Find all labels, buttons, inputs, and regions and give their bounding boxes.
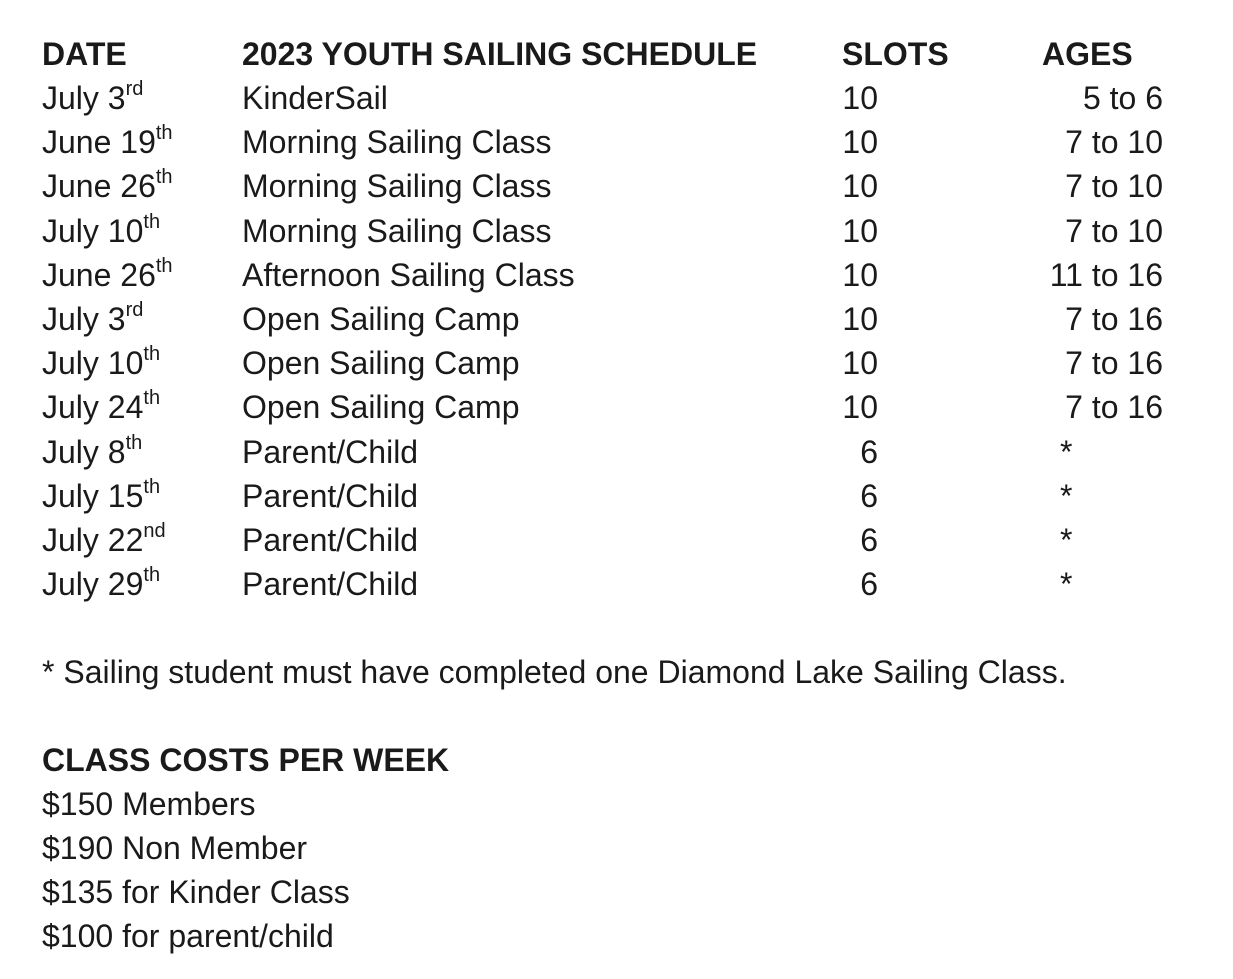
row-date bbox=[42, 430, 142, 474]
header-schedule-title: 2023 YOUTH SAILING SCHEDULE bbox=[242, 36, 758, 72]
table-row bbox=[0, 209, 1233, 253]
header-ages: AGES bbox=[1042, 36, 1133, 72]
cost-line-parent-child: $100 for parent/child bbox=[42, 918, 334, 954]
row-date-day: 26 bbox=[120, 168, 156, 204]
row-class: Afternoon Sailing Class bbox=[242, 257, 575, 293]
row-date-suffix: th bbox=[143, 564, 161, 587]
row-date-day: 10 bbox=[107, 213, 144, 249]
row-ages: 7 to 10 bbox=[1065, 124, 1163, 160]
row-ages: 7 to 16 bbox=[1065, 301, 1163, 337]
row-date-suffix: th bbox=[143, 343, 161, 366]
row-date-month: July bbox=[42, 389, 99, 425]
row-date bbox=[42, 209, 160, 253]
row-date-month: July bbox=[42, 478, 99, 514]
row-date-month: June bbox=[42, 257, 112, 293]
row-class: Parent/Child bbox=[242, 566, 419, 602]
row-slots: 6 bbox=[860, 478, 878, 514]
row-date-month: July bbox=[42, 434, 99, 470]
row-class: Morning Sailing Class bbox=[242, 124, 552, 160]
row-date-day: 24 bbox=[107, 389, 144, 425]
table-row bbox=[0, 341, 1233, 385]
row-date-suffix: th bbox=[155, 166, 173, 189]
row-ages: * bbox=[1060, 478, 1073, 514]
row-class: Morning Sailing Class bbox=[242, 168, 552, 204]
row-ages: 7 to 10 bbox=[1065, 213, 1163, 249]
row-ages: 7 to 16 bbox=[1065, 389, 1163, 425]
row-date-month: June bbox=[42, 168, 112, 204]
table-row bbox=[0, 518, 1233, 562]
row-class: KinderSail bbox=[242, 80, 388, 116]
row-date-day: 22 bbox=[107, 522, 144, 558]
row-date-suffix: th bbox=[143, 476, 161, 499]
table-row bbox=[0, 164, 1233, 208]
row-date-day: 15 bbox=[107, 478, 144, 514]
row-date bbox=[42, 76, 143, 120]
row-date-suffix: rd bbox=[125, 299, 144, 322]
row-slots: 6 bbox=[860, 566, 878, 602]
row-date-suffix: th bbox=[125, 432, 143, 455]
row-class: Open Sailing Camp bbox=[242, 389, 520, 425]
row-slots: 10 bbox=[842, 389, 878, 425]
row-ages: 5 to 6 bbox=[1082, 80, 1163, 116]
header-date: DATE bbox=[42, 36, 127, 72]
row-date bbox=[42, 518, 166, 562]
row-date-month: July bbox=[42, 522, 99, 558]
row-date bbox=[42, 120, 173, 164]
row-class: Open Sailing Camp bbox=[242, 301, 520, 337]
cost-line-non-member: $190 Non Member bbox=[42, 830, 308, 866]
row-slots: 10 bbox=[842, 124, 878, 160]
footnote: * Sailing student must have completed one Diamond Lake Sailing Class. bbox=[42, 654, 1067, 690]
row-date-month: July bbox=[42, 566, 99, 602]
row-date-suffix: th bbox=[143, 211, 161, 234]
row-slots: 10 bbox=[842, 345, 878, 381]
row-class: Open Sailing Camp bbox=[242, 345, 520, 381]
row-slots: 6 bbox=[860, 434, 878, 470]
row-date-day: 19 bbox=[120, 124, 156, 160]
table-row bbox=[0, 76, 1233, 120]
row-date-suffix: th bbox=[155, 122, 173, 145]
row-class: Parent/Child bbox=[242, 522, 419, 558]
row-class: Parent/Child bbox=[242, 434, 419, 470]
row-date-day: 3 bbox=[107, 80, 126, 116]
row-date-suffix: th bbox=[155, 255, 173, 278]
row-slots: 10 bbox=[842, 168, 878, 204]
row-slots: 10 bbox=[842, 213, 878, 249]
row-slots: 10 bbox=[842, 80, 878, 116]
row-slots: 10 bbox=[842, 301, 878, 337]
row-date-day: 10 bbox=[107, 345, 144, 381]
row-date bbox=[42, 164, 173, 208]
table-row bbox=[0, 385, 1233, 429]
row-date bbox=[42, 562, 160, 606]
row-date-day: 29 bbox=[107, 566, 144, 602]
row-ages: 11 to 16 bbox=[1049, 257, 1163, 293]
row-class: Morning Sailing Class bbox=[242, 213, 552, 249]
row-date bbox=[42, 385, 160, 429]
row-date-month: July bbox=[42, 345, 99, 381]
table-row bbox=[0, 430, 1233, 474]
row-ages: 7 to 10 bbox=[1065, 168, 1163, 204]
row-date-month: June bbox=[42, 124, 112, 160]
row-date-month: July bbox=[42, 301, 99, 337]
row-ages: * bbox=[1060, 522, 1073, 558]
cost-line-kinder: $135 for Kinder Class bbox=[42, 874, 350, 910]
header-slots: SLOTS bbox=[842, 36, 949, 72]
row-date-suffix: nd bbox=[143, 520, 166, 543]
row-slots: 10 bbox=[842, 257, 878, 293]
row-slots: 6 bbox=[860, 522, 878, 558]
row-date-month: July bbox=[42, 213, 99, 249]
row-date-suffix: th bbox=[143, 387, 161, 410]
row-date bbox=[42, 474, 160, 518]
row-date bbox=[42, 341, 160, 385]
table-row bbox=[0, 474, 1233, 518]
row-class: Parent/Child bbox=[242, 478, 419, 514]
row-ages: 7 to 16 bbox=[1065, 345, 1163, 381]
table-row bbox=[0, 253, 1233, 297]
row-date-suffix: rd bbox=[125, 78, 144, 101]
row-ages: * bbox=[1060, 434, 1073, 470]
row-date-month: July bbox=[42, 80, 99, 116]
costs-title: CLASS COSTS PER WEEK bbox=[42, 742, 450, 778]
row-date-day: 8 bbox=[107, 434, 126, 470]
row-date-day: 26 bbox=[120, 257, 156, 293]
row-date bbox=[42, 297, 143, 341]
row-ages: * bbox=[1060, 566, 1073, 602]
table-row bbox=[0, 120, 1233, 164]
table-row bbox=[0, 297, 1233, 341]
row-date bbox=[42, 253, 173, 297]
row-date-day: 3 bbox=[107, 301, 126, 337]
table-row bbox=[0, 562, 1233, 606]
cost-line-members: $150 Members bbox=[42, 786, 256, 822]
